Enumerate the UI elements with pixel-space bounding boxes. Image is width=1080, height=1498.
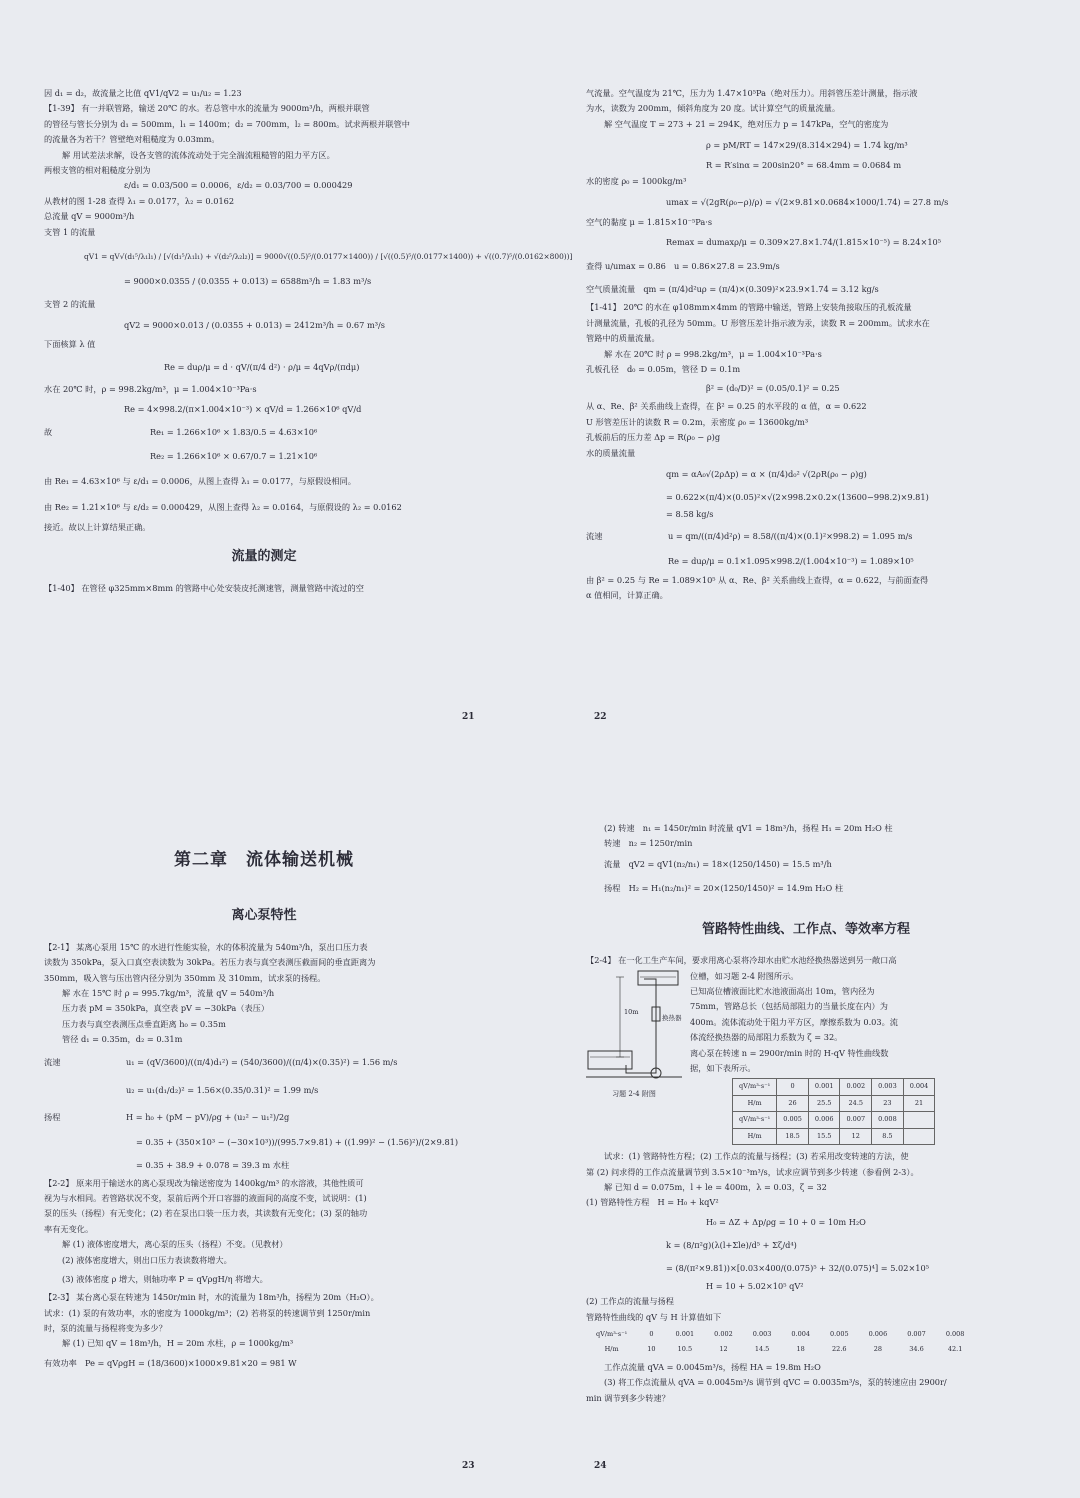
text-line: min 调节到多少转速？ <box>586 1392 670 1403</box>
pump-curve-table <box>732 1078 935 1145</box>
solution-line: 解 水在 20℃ 时 ρ = 998.2kg/m³，μ = 1.004×10⁻³Pa·s <box>604 348 822 359</box>
table-cell: 0.002 <box>714 1329 733 1338</box>
text-line: 由 Re₁ = 4.63×10⁶ 与 ε/d₁ = 0.0006，从图上查得 λ₁ = 0.0177，与原假设相同。 <box>44 475 356 486</box>
table-cell: 0.008 <box>945 1329 965 1338</box>
equation-row <box>44 420 484 444</box>
figure-caption: 习题 2-4 附图 <box>612 1089 656 1098</box>
table-cell: 0.001 <box>808 1079 840 1095</box>
text-line: 接近。故以上计算结果正确。 <box>44 521 151 532</box>
equation: H₀ = ΔZ + Δp/ρg = 10 + 0 = 10m H₂O <box>706 1216 866 1227</box>
page-23-text <box>44 843 484 1374</box>
text-line: 两根支管的相对粗糙度分别为 <box>44 165 151 176</box>
equation: u₂ = u₁(d₁/d₂)² = 1.56×(0.35/0.31)² = 1.99 m/s <box>126 1084 319 1095</box>
label-liusu: 流速 <box>44 1056 61 1067</box>
table-cell: 0.003 <box>872 1079 904 1095</box>
equation: qm = αA₀√(2ρΔp) = α × (π/4)d₀² √(2ρR(ρ₀ − ρ)g) <box>666 469 867 480</box>
table-cell: 0.008 <box>872 1112 904 1128</box>
table-cell: 25.5 <box>808 1095 840 1111</box>
text-line: 由 Re₂ = 1.21×10⁶ 与 ε/d₂ = 0.000429，从图上查得 λ₂ = 0.0164，与原假设的 λ₂ = 0.0162 <box>44 501 402 512</box>
table-cell: 24.5 <box>840 1095 872 1111</box>
section-title: 离心泵特性 <box>231 908 297 924</box>
equation: R = R′sinα = 200sin20° = 68.4mm = 0.0684 m <box>706 160 902 171</box>
text-line: 350mm，吸入管与压出管内径分别为 350mm 及 310mm，试求泵的扬程。 <box>44 972 326 983</box>
table-cell: 0.004 <box>903 1079 935 1095</box>
problem-2-2: 【2-2】 原来用于输送水的离心泵现改为输送密度为 1400kg/m³ 的水溶液，其他性质可 <box>44 1177 364 1188</box>
table-cell: 0.005 <box>829 1329 849 1338</box>
page-24-text <box>586 821 1026 1406</box>
table-row <box>733 1128 935 1144</box>
table-cell: 34.6 <box>909 1345 924 1354</box>
table-row <box>586 1342 974 1357</box>
text-line: 水的密度 ρ₀ = 1000kg/m³ <box>586 175 687 186</box>
equation: qV1 = qV√(d₁⁵/λ₁l₁) / [√(d₁⁵/λ₁l₁) + √(d₂⁵/λ₂l₂)] = 9000√((0.5)⁵/(0.0177×1400)) / [√((0.5)⁵/(0.0177×1400)) + √((0.7)⁵/(0.0162×800))] <box>84 252 573 262</box>
solution-line: 解 空气温度 T = 273 + 21 = 294K，绝对压力 p = 147kPa，空气的密度为 <box>604 118 889 129</box>
text-line: 已知高位槽液面比贮水池液面高出 10m，管内径为 <box>690 986 875 997</box>
section-title: 流量的测定 <box>231 549 297 565</box>
text-line: 查得 u/umax = 0.86 u = 0.86×27.8 = 23.9m/s <box>586 261 780 272</box>
table-cell: 12 <box>840 1128 872 1144</box>
text-line: (2) 转速 n₁ = 1450r/min 时流量 qV1 = 18m³/h，扬程 H₁ = 20m H₂O 柱 <box>604 823 893 833</box>
equation: = 0.35 + 38.9 + 0.078 = 39.3 m 水柱 <box>136 1159 290 1170</box>
problem-1-41: 【1-41】 20℃ 的水在 φ108mm×4mm 的管路中输送，管路上安装角接取压的孔板流量 <box>586 302 912 313</box>
equation: ε/d₁ = 0.03/500 = 0.0006，ε/d₂ = 0.03/700 = 0.000429 <box>124 180 353 191</box>
page-number: 23 <box>462 1461 475 1471</box>
problem-1-39: 【1-39】 有一并联管路，输送 20℃ 的水。若总管中水的流量为 9000m³/h，两根并联管 <box>44 103 370 114</box>
table-cell: qV/m³·s⁻¹ <box>596 1329 628 1338</box>
text-line: 时，泵的流量与扬程将变为多少？ <box>44 1322 167 1333</box>
table-cell: 26 <box>777 1095 809 1111</box>
table-cell: 15.5 <box>808 1128 840 1144</box>
table-row <box>733 1079 935 1095</box>
text-line: 率有无变化。 <box>44 1223 94 1234</box>
table-cell: 0 <box>777 1079 809 1095</box>
equation: 扬程 H₂ = H₁(n₂/n₁)² = 20×(1250/1450)² = 14.9m H₂O 柱 <box>604 882 844 893</box>
table-cell: 22.6 <box>832 1345 847 1354</box>
page-24 <box>540 749 1080 1498</box>
equation: 流量 qV2 = qV1(n₂/n₁) = 18×(1250/1450) = 15.5 m³/h <box>604 858 832 869</box>
text-line: (2) 工作点的流量与扬程 <box>586 1296 674 1307</box>
equation: Re₂ = 1.266×10⁶ × 0.67/0.7 = 1.21×10⁶ <box>150 450 318 461</box>
text-line: 转速 n₂ = 1250r/min <box>604 838 693 849</box>
equation: u₁ = (qV/3600)/((π/4)d₁²) = (540/3600)/((π/4)×(0.35)²) = 1.56 m/s <box>126 1056 398 1067</box>
table-cell: 21 <box>903 1095 935 1111</box>
equation: umax = √(2gR(ρ₀−ρ)/ρ) = √(2×9.81×0.0684×1000/1.74) = 27.8 m/s <box>666 197 949 208</box>
table-cell: 0.002 <box>840 1079 872 1095</box>
equation-row <box>44 1048 484 1076</box>
equation: 有效功率 Pe = qVρgH = (18/3600)×1000×9.81×20 = 981 W <box>44 1357 297 1368</box>
text-line: α 值相同，计算正确。 <box>586 589 668 600</box>
text-line: (3) 液体密度 ρ 增大，则轴功率 P = qVρgH/η 将增大。 <box>62 1274 268 1285</box>
equation: = 0.622×(π/4)×(0.05)²×√(2×998.2×0.2×(13600−998.2)×9.81) <box>666 492 929 503</box>
solution-line: 解 (1) 已知 qV = 18m³/h，H = 20m 水柱，ρ = 1000kg/m³ <box>62 1338 294 1349</box>
table-cell: 14.5 <box>754 1345 770 1354</box>
label-heat-exchanger: 换热器 <box>662 1013 682 1022</box>
text-line: 为水，读数为 200mm，倾斜角度为 20 度。试计算空气的质量流量。 <box>586 103 841 114</box>
solution-line: 解 用试差法求解，设各支管的流体流动处于完全湍流粗糙管的阻力平方区。 <box>62 149 335 160</box>
figure-2-4 <box>586 969 682 1097</box>
problem-2-1: 【2-1】 某离心泵用 15℃ 的水进行性能实验，水的体积流量为 540m³/h，泵出口压力表 <box>44 941 368 952</box>
equation: k = (8/π²g)(λ(l+Σle)/d⁵ + Σζ/d⁴) <box>666 1239 797 1250</box>
text-line: 水的质量流量 <box>586 447 636 458</box>
table-cell: 0.007 <box>840 1112 872 1128</box>
equation: = 9000×0.0355 / (0.0355 + 0.013) = 6588m³/h = 1.83 m³/s <box>124 276 372 287</box>
equation: Re = 4×998.2/(π×1.004×10⁻³) × qV/d = 1.266×10⁶ qV/d <box>124 403 362 414</box>
text-line: 试求：(1) 管路特性方程；(2) 工作点的流量与扬程；(3) 若采用改变转速的方法，使 <box>604 1151 909 1162</box>
text-line: 据，如下表所示。 <box>690 1063 756 1074</box>
text-line: 支管 2 的流量 <box>44 299 96 310</box>
page-23 <box>0 749 540 1498</box>
table-cell: 0.001 <box>675 1329 695 1338</box>
solution-line: 解 水在 15℃ 时 ρ = 995.7kg/m³，流量 qV = 540m³/h <box>62 988 275 999</box>
equation: ρ = pM/RT = 147×29/(8.314×294) = 1.74 kg/m³ <box>706 140 908 151</box>
text-line: 下面核算 λ 值 <box>44 338 96 349</box>
text-line: 视为与水相同。若管路状况不变，泵前后两个开口容器的液面间的高度不变，试说明：(1) <box>44 1193 367 1204</box>
pipe-curve-table <box>586 1327 974 1358</box>
text-line: (2) 液体密度增大，则出口压力表读数将增大。 <box>62 1254 232 1265</box>
table-cell: 12 <box>719 1345 728 1354</box>
text-line: 75mm，管路总长（包括局部阻力的当量长度在内）为 <box>690 1001 888 1012</box>
text-line: 的管径与管长分别为 d₁ = 500mm，l₁ = 1400m；d₂ = 700mm，l₂ = 800m。试求两根并联管中 <box>44 118 410 129</box>
table-cell: qV/m³·s⁻¹ <box>733 1112 777 1128</box>
page-21 <box>0 0 573 749</box>
equation-row <box>44 1104 484 1130</box>
table-cell: 10.5 <box>677 1345 693 1354</box>
table-cell: 10 <box>647 1345 656 1354</box>
text-line: 水在 20℃ 时，ρ = 998.2kg/m³，μ = 1.004×10⁻³Pa·s <box>44 384 257 395</box>
text-line: U 形管差压计的读数 R = 0.2m，汞密度 ρ₀ = 13600kg/m³ <box>586 416 809 427</box>
text-line: 的流量各为若干？管壁绝对粗糙度为 0.03mm。 <box>44 134 220 145</box>
text-line: 管路中的质量流量。 <box>586 333 660 344</box>
text-line: 体流经换热器的局部阻力系数为 ζ = 32。 <box>690 1032 843 1043</box>
text-line: 从教材的图 1-28 查得 λ₁ = 0.0177，λ₂ = 0.0162 <box>44 195 235 206</box>
text-line: 离心泵在转速 n = 2900r/min 时的 H-qV 特性曲线数 <box>690 1047 889 1058</box>
label-gu: 故 <box>44 426 53 437</box>
equation: = 0.35 + (350×10³ − (−30×10³))/(995.7×9.81) + ((1.99)² − (1.56)²)/(2×9.81) <box>136 1136 459 1147</box>
table-cell: 0.005 <box>777 1112 809 1128</box>
equation: Remax = dumaxρ/μ = 0.309×27.8×1.74/(1.815×10⁻⁵) = 8.24×10⁵ <box>666 237 942 248</box>
text-line: 计测量流量，孔板的孔径为 50mm。U 形管压差计指示液为汞，读数 R = 200mm。试求水在 <box>586 317 930 328</box>
text-line: 工作点流量 qVA = 0.0045m³/s，扬程 HA = 19.8m H₂O <box>604 1361 821 1372</box>
page-22-text <box>586 86 1026 603</box>
table-cell: 8.5 <box>872 1128 904 1144</box>
label-liusu: 流速 <box>586 530 603 541</box>
page-number: 24 <box>594 1461 607 1471</box>
text-line: 空气的黏度 μ = 1.815×10⁻⁵Pa·s <box>586 217 713 228</box>
equation: qV2 = 9000×0.013 / (0.0355 + 0.013) = 2412m³/h = 0.67 m³/s <box>124 319 385 330</box>
table-cell: 0.006 <box>808 1112 840 1128</box>
text-line: 空气质量流量 qm = (π/4)d²uρ = (π/4)×(0.309)²×23.9×1.74 = 3.12 kg/s <box>586 284 879 295</box>
text-line: 第 (2) 问求得的工作点流量调节到 3.5×10⁻³m³/s，试求应调节到多少转速（参看例 2-3）。 <box>586 1166 919 1177</box>
table-cell: 0 <box>649 1329 654 1338</box>
equation: H = 10 + 5.02×10⁵ qV² <box>706 1280 804 1291</box>
table-cell: 0.006 <box>868 1329 888 1338</box>
figure-diagram <box>586 969 682 1087</box>
table-cell: 0.007 <box>907 1329 926 1338</box>
text-line: 由 β² = 0.25 与 Re = 1.089×10⁵ 从 α、Re、β² 关系曲线上查得，α = 0.622，与前面查得 <box>586 574 929 585</box>
text-line: 总流量 qV = 9000m³/h <box>44 211 135 222</box>
table-cell: H/m <box>733 1095 777 1111</box>
chapter-title: 第二章 流体输送机械 <box>174 850 354 870</box>
table-cell: 42.1 <box>947 1345 963 1354</box>
equation-row <box>586 523 1026 549</box>
equation: Re = duρ/μ = 0.1×1.095×998.2/(1.004×10⁻³) = 1.089×10⁵ <box>668 555 914 566</box>
page-22 <box>540 0 1080 749</box>
text-line: 压力表与真空表测压点垂直距离 h₀ = 0.35m <box>62 1018 226 1029</box>
page-21-text <box>44 86 573 596</box>
table-row <box>733 1095 935 1111</box>
equation: H = h₀ + (pM − pV)/ρg + (u₂² − u₁²)/2g <box>126 1111 290 1122</box>
text-line: (3) 将工作点流量从 qVA = 0.0045m³/s 调节到 qVC = 0.0035m³/s，泵的转速应由 2900r/ <box>604 1377 947 1388</box>
text-line: 孔板孔径 d₀ = 0.05m，管径 D = 0.1m <box>586 364 741 375</box>
table-cell: 0.004 <box>791 1329 810 1338</box>
solution-line: 解 已知 d = 0.075m，l + le = 400m，λ = 0.03，ζ = 32 <box>604 1181 827 1192</box>
table-cell: 23 <box>872 1095 904 1111</box>
text-line: 管径 d₁ = 0.35m，d₂ = 0.31m <box>62 1034 183 1045</box>
label-yangcheng: 扬程 <box>44 1111 61 1122</box>
problem-1-40: 【1-40】 在管径 φ325mm×8mm 的管路中心处安装皮托测速管，测量管路中流过的空 <box>44 582 364 593</box>
equation: Re = duρ/μ = d · qV/(π/4 d²) · ρ/μ = 4qVρ/(πdμ) <box>164 362 360 373</box>
section-title: 管路特性曲线、工作点、等效率方程 <box>701 921 910 937</box>
solution-line: 解 (1) 液体密度增大，离心泵的压头（扬程）不变。（见教材） <box>62 1239 288 1250</box>
text-line: 位槽，如习题 2-4 附图所示。 <box>690 970 799 981</box>
table-cell: 28 <box>873 1345 883 1354</box>
equation: u = qm/((π/4)d²ρ) = 8.58/((π/4)×(0.1)²×998.2) = 1.095 m/s <box>668 530 913 541</box>
text-line: 从 α、Re、β² 关系曲线上查得，在 β² = 0.25 的水平段的 α 值，α = 0.622 <box>586 401 867 412</box>
problem-2-4: 【2-4】 在一化工生产车间，要求用离心泵将冷却水由贮水池经换热器送到另一敞口高 <box>586 955 897 966</box>
text-line: 气流量。空气温度为 21℃，压力为 1.47×10⁵Pa（绝对压力）。用斜管压差计测量，指示液 <box>586 88 918 98</box>
text-line: 试求：(1) 泵的有效功率，水的密度为 1000kg/m³；(2) 若将泵的转速调节到 1250r/min <box>44 1307 371 1318</box>
text-line: 读数为 350kPa，泵入口真空表读数为 30kPa。若压力表与真空表测压截面间的垂直距离为 <box>44 957 376 968</box>
text-line: 400m。流体流动处于阻力平方区，摩擦系数为 0.03。流 <box>690 1016 898 1027</box>
text-line: 泵的压头（扬程）有无变化；(2) 若在泵出口装一压力表，其读数有无变化；(3) 泵的轴功 <box>44 1208 368 1219</box>
table-cell <box>903 1128 935 1144</box>
table-cell: 0.003 <box>752 1329 772 1338</box>
table-row <box>586 1327 974 1342</box>
table-cell: 18.5 <box>777 1128 809 1144</box>
text-line: 因 d₁ = d₂，故流量之比值 qV1/qV2 = u₁/u₂ = 1.23 <box>44 88 242 98</box>
label-10m: 10m <box>624 1007 639 1016</box>
equation: = 8.58 kg/s <box>666 509 714 520</box>
page-number: 21 <box>462 712 475 722</box>
equation: = (8/(π²×9.81))×[0.03×400/(0.075)⁵ + 32/(0.075)⁴] = 5.02×10⁵ <box>666 1262 930 1273</box>
text-line: 管路特性曲线的 qV 与 H 计算值如下 <box>586 1311 722 1322</box>
text-line: 支管 1 的流量 <box>44 226 96 237</box>
table-cell: qV/m³·s⁻¹ <box>733 1079 777 1095</box>
table-cell: 18 <box>796 1345 805 1354</box>
problem-2-3: 【2-3】 某台离心泵在转速为 1450r/min 时，水的流量为 18m³/h，扬程为 20m（H₂O）。 <box>44 1292 379 1303</box>
text-line: 孔板前后的压力差 Δp = R(ρ₀ − ρ)g <box>586 432 721 443</box>
text-line: (1) 管路特性方程 H = H₀ + kqV² <box>586 1197 719 1208</box>
table-cell: H/m <box>733 1128 777 1144</box>
equation: β² = (d₀/D)² = (0.05/0.1)² = 0.25 <box>706 383 840 394</box>
table-cell: H/m <box>604 1345 619 1354</box>
text-line: 压力表 pM = 350kPa，真空表 pV = −30kPa（表压） <box>62 1003 270 1014</box>
equation: Re₁ = 1.266×10⁶ × 1.83/0.5 = 4.63×10⁶ <box>150 426 318 437</box>
table-row <box>733 1112 935 1128</box>
page-number: 22 <box>594 712 607 722</box>
table-cell <box>903 1112 935 1128</box>
